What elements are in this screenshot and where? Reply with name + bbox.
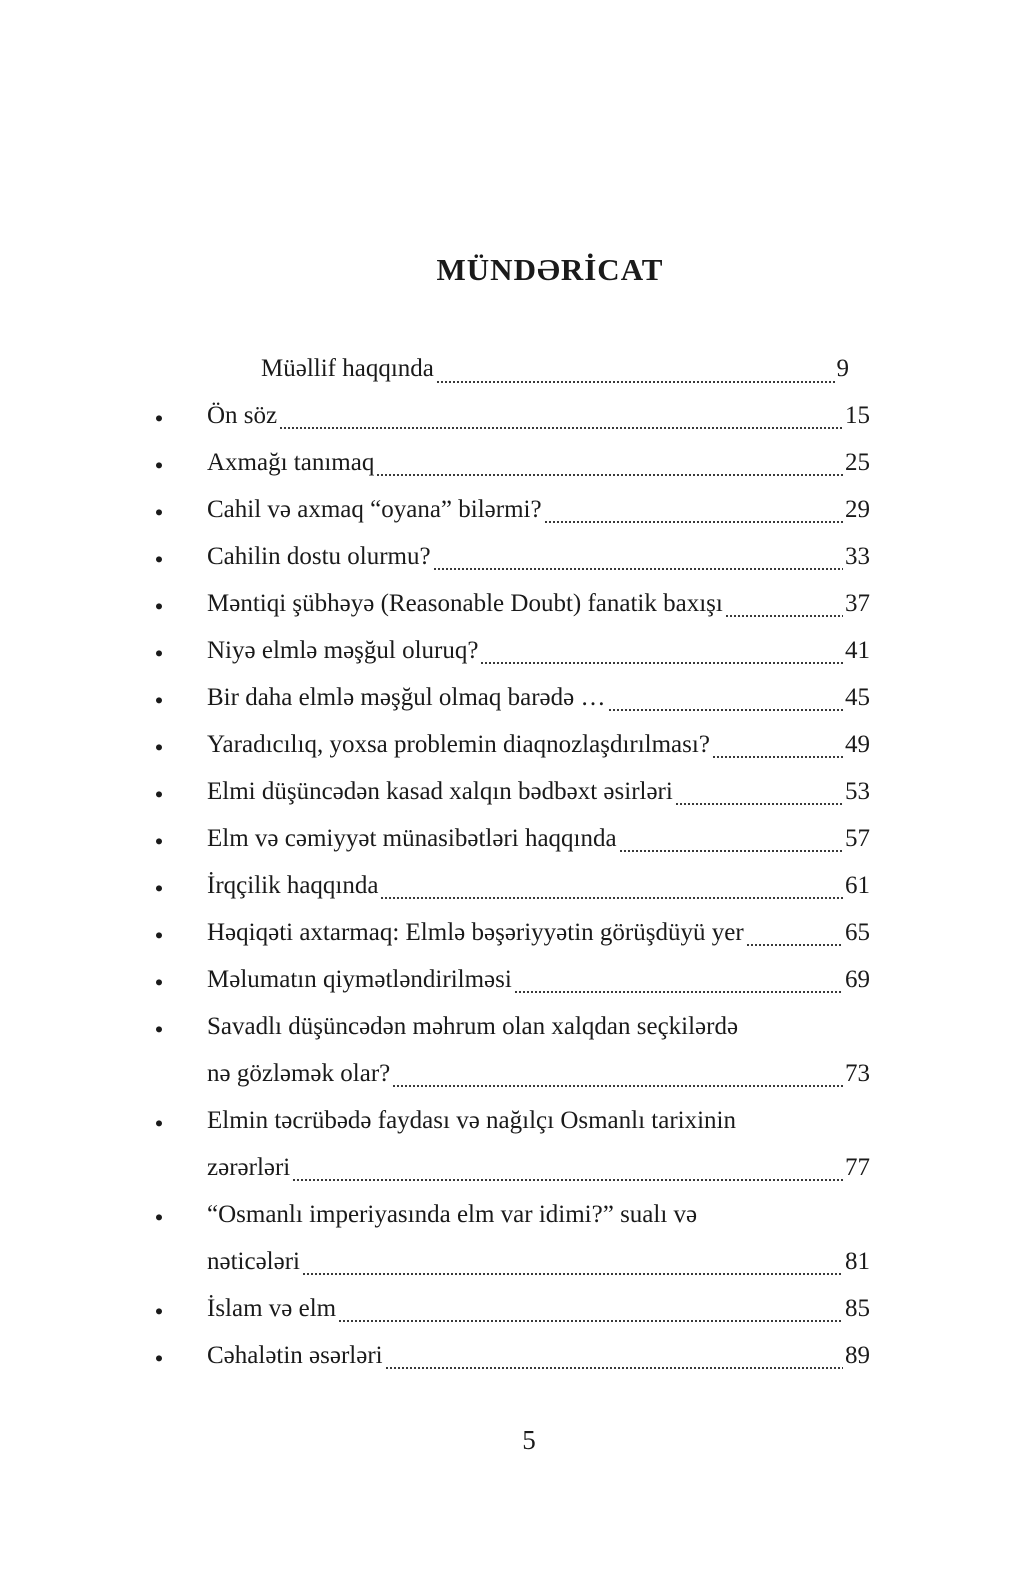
bullet-icon: [156, 791, 162, 797]
bullet-icon: [156, 885, 162, 891]
toc-entry-text-line1: “Osmanlı imperiyasında elm var idimi?” sualı və: [207, 1200, 698, 1228]
toc-entry-page: 33: [845, 542, 870, 570]
toc-entry-text: Axmağı tanımaq: [207, 448, 375, 476]
bullet-icon: [156, 1026, 162, 1032]
toc-entry: [150, 1097, 870, 1144]
bullet-icon: [156, 744, 162, 750]
dot-leader: [385, 1345, 843, 1370]
toc-entry: [150, 768, 870, 815]
toc-entry: [150, 1285, 870, 1332]
bullet-icon: [156, 509, 162, 515]
dot-leader: [675, 781, 843, 806]
dot-leader: [392, 1063, 843, 1088]
toc-entry-text-line1: Savadlı düşüncədən məhrum olan xalqdan seçkilərdə: [207, 1012, 739, 1040]
dot-leader: [480, 640, 843, 665]
dot-leader: [376, 452, 843, 477]
bullet-icon: [156, 979, 162, 985]
toc-entry-page: 9: [836, 355, 849, 382]
dot-leader: [338, 1298, 843, 1323]
toc-entry-continuation: [150, 1144, 870, 1191]
bullet-icon: [156, 697, 162, 703]
toc-entry-page: 25: [845, 448, 870, 476]
toc-entry-page: 61: [845, 871, 870, 899]
toc-entry-text: Elm və cəmiyyət münasibətləri haqqında: [207, 824, 617, 852]
toc-entry-text: Elmi düşüncədən kasad xalqın bədbəxt əsirləri: [207, 777, 673, 805]
page-title: MÜNDƏRİCAT: [436, 252, 664, 287]
dot-leader: [712, 734, 843, 759]
bullet-icon: [156, 556, 162, 562]
page-number: 5: [522, 1425, 536, 1455]
toc-entry-text: Cahil və axmaq “oyana” bilərmi?: [207, 495, 542, 523]
toc-entry-text: Cəhalətin əsərləri: [207, 1341, 383, 1369]
bullet-icon: [156, 1355, 162, 1361]
toc-entry-text: Müəllif haqqında: [261, 355, 434, 382]
toc-entry: [150, 956, 870, 1003]
dot-leader: [544, 499, 843, 524]
toc-entry: [150, 439, 870, 486]
toc-entry-text: zərərləri: [207, 1153, 291, 1181]
toc-entry: [150, 580, 870, 627]
toc-entry-page: 29: [845, 495, 870, 523]
toc-entry-page: 77: [845, 1153, 870, 1181]
toc-entry-text: Cahilin dostu olurmu?: [207, 542, 431, 570]
toc-entry-continuation: [150, 1050, 870, 1097]
toc-entry: [150, 815, 870, 862]
toc-entry-text: Məlumatın qiymətləndirilməsi: [207, 965, 512, 993]
bullet-icon: [156, 1214, 162, 1220]
toc-entry: [150, 533, 870, 580]
toc-entry-continuation: [150, 1238, 870, 1285]
dot-leader: [619, 828, 843, 853]
toc-entry-page: 85: [845, 1294, 870, 1322]
dot-leader: [380, 875, 843, 900]
toc-entry-text: Ön söz: [207, 401, 278, 429]
dot-leader: [302, 1251, 843, 1276]
toc-entry-text: Bir daha elmlə məşğul olmaq barədə …: [207, 683, 606, 711]
toc-entry-page: 53: [845, 777, 870, 805]
toc-entry: [150, 909, 870, 956]
toc-entry-text: Məntiqi şübhəyə (Reasonable Doubt) fanatik baxışı: [207, 589, 723, 617]
toc-entry-page: 65: [845, 918, 870, 946]
toc-entry-page: 57: [845, 824, 870, 852]
toc-entry-page: 37: [845, 589, 870, 617]
toc-entry-page: 73: [845, 1059, 870, 1087]
toc-entry: [150, 674, 870, 721]
toc-entry: [150, 1003, 870, 1050]
toc-entry-text: Yaradıcılıq, yoxsa problemin diaqnozlaşdırılması?: [207, 730, 710, 758]
bullet-icon: [156, 462, 162, 468]
bullet-icon: [156, 1120, 162, 1126]
dot-leader: [608, 687, 844, 712]
toc-entry-page: 81: [845, 1247, 870, 1275]
toc-entry-page: 49: [845, 730, 870, 758]
toc-entry-page: 69: [845, 965, 870, 993]
toc-entry-text: İslam və elm: [207, 1294, 337, 1322]
dot-leader: [433, 546, 843, 571]
bullet-icon: [156, 415, 162, 421]
toc-entry: [150, 486, 870, 533]
toc-author-entry: [204, 345, 849, 393]
toc-entry: [150, 721, 870, 768]
dot-leader: [292, 1157, 843, 1182]
toc-entry-text: Niyə elmlə məşğul oluruq?: [207, 636, 479, 664]
toc-entry-text: İrqçilik haqqında: [207, 871, 379, 899]
toc-entry: [150, 392, 870, 439]
toc-entry-text-line1: Elmin təcrübədə faydası və nağılçı Osmanlı tarixinin: [207, 1106, 737, 1134]
toc-entry-page: 15: [845, 401, 870, 429]
bullet-icon: [156, 650, 162, 656]
toc-entry: [150, 1332, 870, 1379]
dot-leader: [436, 359, 835, 384]
bullet-icon: [156, 932, 162, 938]
toc-entry-text: nəticələri: [207, 1247, 300, 1275]
bullet-icon: [156, 603, 162, 609]
toc-entry-text: Həqiqəti axtarmaq: Elmlə bəşəriyyətin görüşdüyü yer: [207, 918, 744, 946]
bullet-icon: [156, 838, 162, 844]
toc-entry: [150, 862, 870, 909]
dot-leader: [746, 922, 843, 947]
dot-leader: [725, 593, 843, 618]
toc-entry: [150, 627, 870, 674]
toc-entry-text: nə gözləmək olar?: [207, 1059, 391, 1087]
dot-leader: [514, 969, 843, 994]
toc-entry-page: 45: [845, 683, 870, 711]
bullet-icon: [156, 1308, 162, 1314]
toc-list: [150, 392, 870, 1379]
dot-leader: [279, 405, 843, 430]
toc-entry-page: 41: [845, 636, 870, 664]
toc-entry: [150, 1191, 870, 1238]
toc-entry-page: 89: [845, 1341, 870, 1369]
